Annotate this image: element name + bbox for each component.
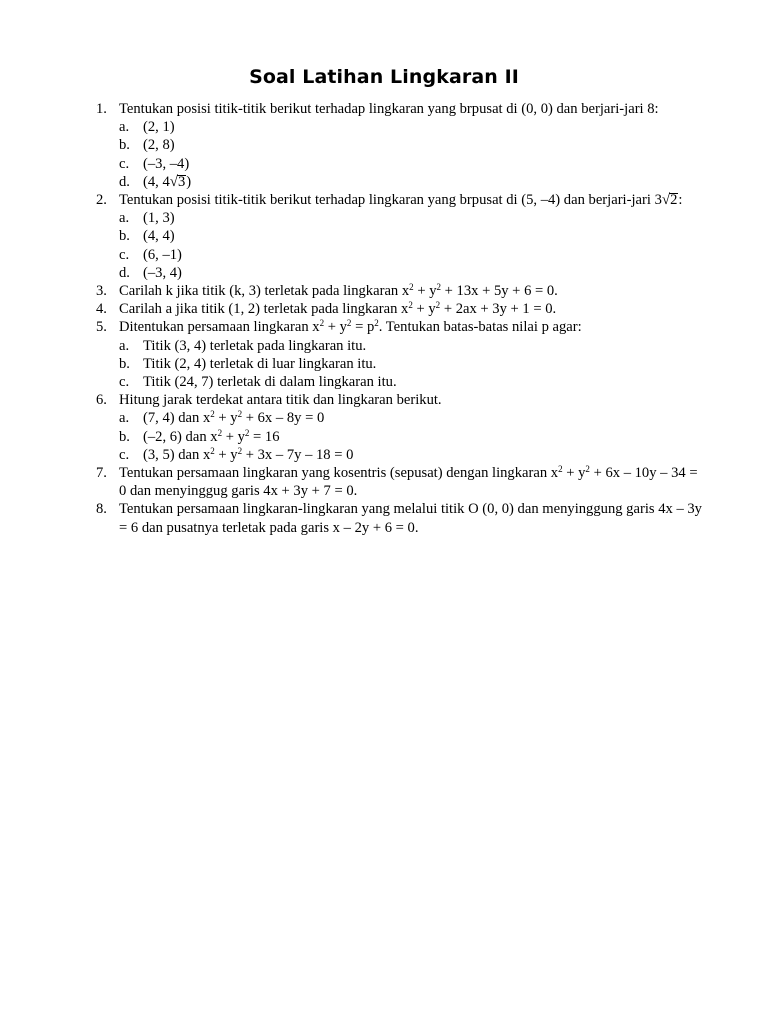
- option-text-part: (3, 5) dan x: [143, 446, 211, 463]
- exponent: 2: [346, 318, 352, 329]
- option-text-part: + y: [214, 410, 238, 427]
- option-label: b.: [119, 428, 130, 445]
- option-text-part: = 16: [249, 428, 280, 445]
- question-5: [96, 318, 706, 336]
- question-text-part: + 13x + 5y + 6 = 0.: [441, 283, 558, 300]
- option-text: [143, 173, 706, 191]
- question-text: [119, 318, 706, 336]
- option-text-part: ): [186, 173, 192, 190]
- question-text-part: Tentukan posisi titik-titik berikut terhadap lingkaran yang brpusat di (5, –4) dan berjari-jari: [119, 192, 651, 209]
- exponent: 2: [585, 464, 590, 475]
- option-text: (2, 8): [143, 137, 175, 154]
- option-label: c.: [119, 155, 130, 172]
- option-label: d.: [119, 173, 130, 190]
- option-text-part: + 6x – 8y = 0: [242, 410, 325, 427]
- question-text: [119, 282, 706, 300]
- option-label: d.: [119, 264, 130, 281]
- question-3: [96, 282, 706, 300]
- question-5-option-b: [119, 355, 706, 373]
- question-5-option-a: [119, 337, 706, 355]
- question-text: Tentukan posisi titik-titik berikut terhadap lingkaran yang brpusat di (0, 0) dan berjari-jari 8:: [119, 101, 659, 117]
- question-list: [96, 100, 706, 537]
- question-text-part: + y: [412, 301, 436, 318]
- question-2-option-c: [119, 246, 706, 264]
- option-text: Titik (2, 4) terletak di luar lingkaran itu.: [143, 355, 377, 372]
- radical-sign: √: [169, 173, 178, 190]
- question-6: [96, 391, 706, 409]
- option-text: [143, 409, 706, 427]
- question-number: 4.: [96, 301, 107, 318]
- option-label: a.: [119, 337, 130, 354]
- option-text: (1, 3): [143, 210, 175, 227]
- question-5-option-c: [119, 373, 706, 391]
- option-text-part: + 3x – 7y – 18 = 0: [242, 446, 354, 463]
- question-1: [96, 100, 706, 118]
- exponent: 2: [374, 318, 379, 329]
- option-text: [143, 428, 706, 446]
- question-text-part: + 2ax + 3y + 1 = 0.: [440, 301, 557, 318]
- exponent: 2: [409, 282, 414, 293]
- option-label: c.: [119, 446, 130, 463]
- question-number: 5.: [96, 319, 107, 336]
- question-6-option-a: [119, 409, 706, 427]
- question-1-option-a: [119, 118, 706, 136]
- question-text-part: = p: [351, 319, 375, 336]
- question-1-option-c: [119, 155, 706, 173]
- question-text-part: + 6x – 10y – 34 = 0 dan menyinggug garis 4x + 3y + 7 = 0.: [119, 465, 698, 500]
- exponent: 2: [435, 300, 441, 311]
- question-2: [96, 191, 706, 209]
- exponent: 2: [210, 409, 215, 420]
- question-6-option-c: [119, 446, 706, 464]
- option-text: (6, –1): [143, 246, 182, 263]
- exponent: 2: [244, 427, 250, 438]
- question-number: 6.: [96, 392, 107, 409]
- option-text-part: (–2, 6) dan x: [143, 428, 218, 445]
- question-text: Tentukan persamaan lingkaran-lingkaran yang melalui titik O (0, 0) dan menyinggung garis 4x – 3y = 6 dan pusatnya terletak pada garis x – 2y + 6 = 0.: [119, 501, 702, 536]
- question-text: [119, 464, 706, 500]
- option-label: b.: [119, 355, 130, 372]
- question-text: [119, 191, 706, 209]
- option-text: [143, 446, 706, 464]
- option-label: a.: [119, 210, 130, 227]
- question-text-part: :: [678, 192, 683, 209]
- option-label: b.: [119, 137, 130, 154]
- question-2-option-d: [119, 264, 706, 282]
- option-label: b.: [119, 228, 130, 245]
- option-text: Titik (3, 4) terletak pada lingkaran itu.: [143, 337, 367, 354]
- exponent: 2: [319, 318, 325, 329]
- question-text: [119, 300, 706, 318]
- question-number: 7.: [96, 465, 107, 482]
- question-4: [96, 300, 706, 318]
- option-label: c.: [119, 246, 130, 263]
- exponent: 2: [237, 409, 243, 420]
- radius-coefficient: 3: [654, 192, 662, 209]
- question-text-part: Ditentukan persamaan lingkaran x: [119, 319, 320, 336]
- question-7: [96, 464, 706, 500]
- question-1-option-b: [119, 136, 706, 154]
- option-text-part: (4, 4: [143, 173, 170, 190]
- option-text: (–3, –4): [143, 155, 190, 172]
- question-number: 1.: [96, 101, 107, 117]
- option-label: c.: [119, 374, 130, 391]
- option-text: (–3, 4): [143, 264, 182, 281]
- option-text: Titik (24, 7) terletak di dalam lingkaran itu.: [143, 374, 397, 391]
- exponent: 2: [210, 445, 215, 456]
- radicand: 3: [178, 173, 186, 190]
- radicand: 2: [670, 192, 678, 209]
- question-number: 2.: [96, 192, 107, 209]
- option-text: (2, 1): [143, 119, 175, 136]
- question-number: 8.: [96, 501, 107, 518]
- question-text-part: . Tentukan batas-batas nilai p agar:: [378, 319, 582, 336]
- question-6-option-b: [119, 428, 706, 446]
- exponent: 2: [237, 445, 243, 456]
- option-text: (4, 4): [143, 228, 175, 245]
- exponent: 2: [558, 464, 563, 475]
- exponent: 2: [436, 282, 441, 293]
- question-2-option-b: [119, 227, 706, 245]
- question-text-part: + y: [324, 319, 347, 336]
- question-1-option-d: [119, 173, 706, 191]
- option-text-part: + y: [222, 428, 245, 445]
- question-number: 3.: [96, 283, 107, 300]
- exponent: 2: [217, 427, 223, 438]
- question-text-part: Tentukan persamaan lingkaran yang kosentris (sepusat) dengan lingkaran x: [119, 465, 559, 482]
- question-text: Hitung jarak terdekat antara titik dan lingkaran berikut.: [119, 392, 442, 409]
- question-text-part: Carilah k jika titik (k, 3) terletak pada lingkaran x: [119, 283, 410, 300]
- question-text-part: + y: [413, 283, 437, 300]
- page-title: Soal Latihan Lingkaran II: [249, 66, 519, 88]
- question-8: [96, 500, 706, 536]
- radical-sign: √: [661, 192, 671, 209]
- option-label: a.: [119, 119, 130, 136]
- exponent: 2: [408, 300, 413, 311]
- option-label: a.: [119, 410, 130, 427]
- question-text-part: Carilah a jika titik (1, 2) terletak pada lingkaran x: [119, 301, 409, 318]
- question-2-option-a: [119, 209, 706, 227]
- option-text-part: + y: [214, 446, 238, 463]
- option-text-part: (7, 4) dan x: [143, 410, 211, 427]
- question-text-part: + y: [562, 465, 586, 482]
